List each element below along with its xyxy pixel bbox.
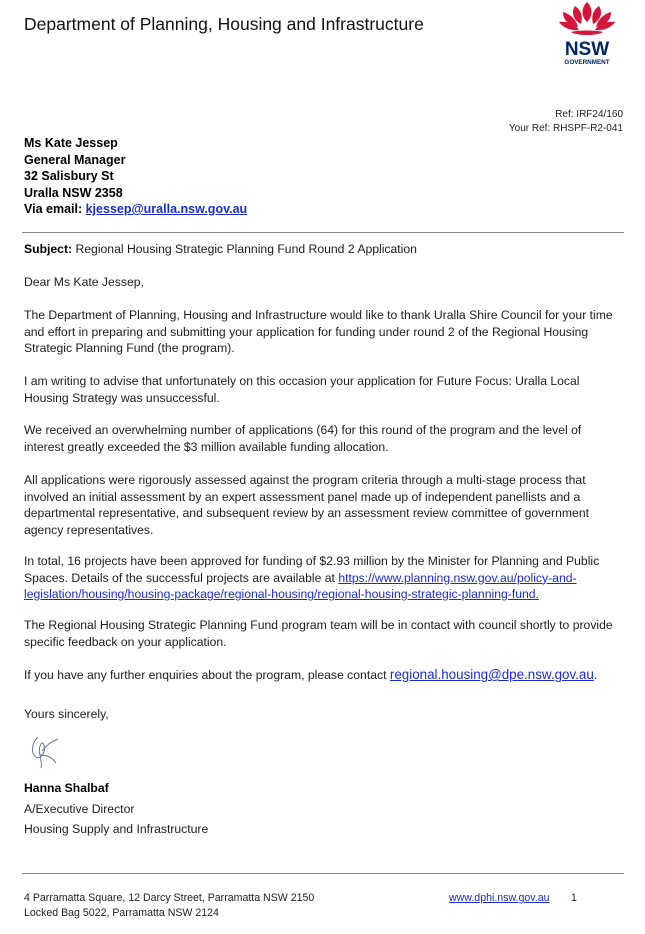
reference-number: Ref: IRF24/160 (555, 109, 623, 120)
salutation: Dear Ms Kate Jessep, (24, 275, 144, 289)
email-label: Via email: (24, 202, 86, 216)
reference-block (509, 108, 623, 136)
waratah-icon (559, 2, 615, 35)
paragraph-enquiries (24, 667, 624, 684)
paragraph-approved (24, 553, 624, 603)
footer-divider (22, 873, 624, 874)
closing: Yours sincerely, (24, 707, 109, 721)
department-name: Department of Planning, Housing and Infrastructure (24, 14, 424, 34)
paragraph-assessment: All applications were rigorously assessed against the program criteria through a multi-stage process that involved an initial assessment by an expert assessment panel made up of independent panellists and a departmental representative, and subsequent review by an assessment review committee of government agency representatives. (24, 473, 589, 537)
page-number: 1 (571, 892, 577, 904)
subject-divider (22, 232, 624, 233)
enquiries-end: . (593, 668, 598, 682)
footer-address (24, 891, 314, 921)
handwritten-signature (28, 733, 62, 769)
paragraph-outcome: I am writing to advise that unfortunately on this occasion your application for Future Focus: Uralla Local Housing Strategy was unsuccessful. (24, 374, 580, 405)
recipient-title: General Manager (24, 152, 126, 167)
enquiries-text: If you have any further enquiries about the program, please contact (24, 668, 390, 682)
recipient-street: 32 Salisbury St (24, 169, 114, 183)
logo-nsw-text: NSW (564, 39, 610, 60)
approved-text: In total, 16 projects have been approved for funding of $2.93 million by the Minister for Planning and Public Spaces. Details of the successful projects are available at (24, 554, 600, 585)
recipient-town: Uralla NSW 2358 (24, 185, 123, 200)
subject-text: Regional Housing Strategic Planning Fund Round 2 Application (72, 242, 417, 256)
signatory-role: A/Executive Director (24, 801, 135, 816)
recipient-email-line (24, 201, 247, 218)
program-webpage-link[interactable]: https://www.planning.nsw.gov.au/policy-and-legislation/housing/housing-package/regional-housing/regional-housing-strategic-planning-fund. (24, 570, 577, 601)
subject-line (24, 241, 624, 258)
nsw-government-logo (551, 0, 623, 68)
paragraph-applications: We received an overwhelming number of applications (64) for this round of the program and the level of interest greatly exceeded the $3 million available funding allocation. (24, 423, 582, 454)
footer-address-line-1: 4 Parramatta Square, 12 Darcy Street, Parramatta NSW 2150 (24, 892, 315, 904)
subject-label: Subject: (24, 242, 73, 256)
paragraph-feedback: The Regional Housing Strategic Planning Fund program team will be in contact with council shortly to provide specific feedback on your application. (24, 618, 613, 649)
footer-address-line-2: Locked Bag 5022, Parramatta NSW 2124 (24, 907, 219, 919)
recipient-email-link[interactable]: kjessep@uralla.nsw.gov.au (85, 202, 248, 216)
logo-government-text: GOVERNMENT (564, 59, 610, 66)
signature-block (24, 778, 624, 840)
your-reference-number: Your Ref: RHSPF-R2-041 (508, 123, 623, 134)
recipient-address (24, 135, 247, 218)
signatory-name: Hanna Shalbaf (24, 781, 109, 795)
regional-housing-email-link[interactable]: regional.housing@dpe.nsw.gov.au (389, 667, 594, 682)
paragraph-thanks: The Department of Planning, Housing and Infrastructure would like to thank Uralla Shire Council for your time and effort in preparing and submitting your application for funding under round 2 of the Regional Housing Strategic Planning Fund (the program). (24, 308, 613, 355)
recipient-name: Ms Kate Jessep (24, 136, 118, 150)
signatory-division: Housing Supply and Infrastructure (24, 822, 209, 836)
footer-website-link[interactable]: www.dphi.nsw.gov.au (449, 892, 550, 904)
